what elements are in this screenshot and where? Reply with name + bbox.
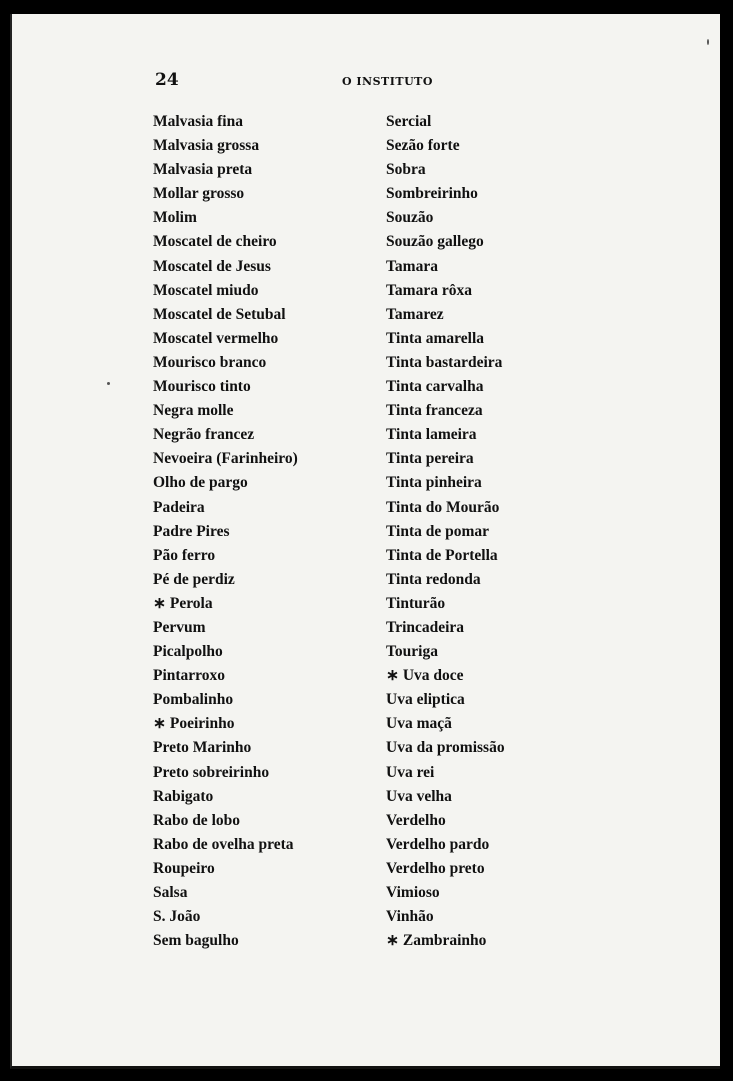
list-item: ∗ Poeirinho bbox=[153, 715, 235, 733]
list-item: Picalpolho bbox=[153, 643, 223, 661]
list-item: Malvasia grossa bbox=[153, 137, 260, 155]
list-item: Pé de perdiz bbox=[153, 570, 235, 588]
list-item: Nevoeira (Farinheiro) bbox=[153, 450, 298, 468]
list-item: Verdelho preto bbox=[386, 859, 485, 877]
list-item: Uva eliptica bbox=[386, 691, 465, 709]
list-item: Padre Pires bbox=[153, 522, 230, 540]
list-item: Salsa bbox=[153, 884, 188, 901]
list-item: Souzão gallego bbox=[386, 233, 484, 251]
list-item: Uva maçã bbox=[386, 715, 452, 733]
list-item: Malvasia preta bbox=[153, 161, 253, 179]
list-item: Mollar grosso bbox=[153, 185, 245, 203]
list-item: Tinta amarella bbox=[386, 329, 485, 347]
list-item: S. João bbox=[153, 908, 201, 926]
list-item: Moscatel de Setubal bbox=[153, 305, 286, 323]
list-item: Olho de pargo bbox=[153, 474, 248, 492]
list-item: Rabo de lobo bbox=[153, 811, 240, 829]
list-item: Vinhão bbox=[386, 908, 434, 926]
list-item: Tinta carvalha bbox=[386, 378, 484, 396]
list-item: Sombreirinho bbox=[386, 185, 478, 203]
list-item: Uva velha bbox=[386, 787, 452, 805]
list-item: ∗ Uva doce bbox=[386, 667, 464, 685]
list-item: Tinta bastardeira bbox=[386, 353, 503, 371]
list-item: Tinta de pomar bbox=[386, 522, 490, 540]
list-item: Tinta do Mourão bbox=[386, 498, 500, 516]
list-item: Tinturão bbox=[386, 594, 446, 612]
grape-variety-list-right bbox=[386, 110, 556, 953]
grape-variety-list-left bbox=[153, 110, 383, 953]
list-item: Sercial bbox=[386, 113, 432, 130]
list-item: Trincadeira bbox=[386, 618, 465, 636]
list-item: Negrão francez bbox=[153, 426, 255, 444]
list-item: Rabigato bbox=[153, 787, 214, 805]
list-item: Negra molle bbox=[153, 402, 234, 420]
ink-speck bbox=[707, 39, 709, 45]
list-item: Roupeiro bbox=[153, 859, 215, 877]
list-item: Tinta pinheira bbox=[386, 474, 482, 492]
running-title: O INSTITUTO bbox=[342, 75, 433, 88]
list-item: Moscatel vermelho bbox=[153, 329, 279, 347]
list-item: Molim bbox=[153, 209, 197, 227]
list-item: Sezão forte bbox=[386, 137, 460, 155]
list-item: Verdelho bbox=[386, 811, 446, 829]
list-item: Pervum bbox=[153, 618, 206, 636]
list-item: Tinta redonda bbox=[386, 570, 481, 588]
list-item: ∗ Perola bbox=[153, 594, 213, 612]
list-item: Verdelho pardo bbox=[386, 835, 490, 853]
list-item: Padeira bbox=[153, 498, 205, 516]
list-item: ∗ Zambrainho bbox=[386, 932, 487, 950]
list-item: Tinta lameira bbox=[386, 426, 477, 444]
list-item: Tamarez bbox=[386, 305, 444, 323]
list-item: Souzão bbox=[386, 209, 434, 227]
list-item: Preto Marinho bbox=[153, 739, 252, 757]
list-item: Moscatel miudo bbox=[153, 281, 259, 299]
list-item: Uva da promissão bbox=[386, 739, 505, 757]
list-item: Pintarroxo bbox=[153, 667, 226, 685]
list-item: Mourisco tinto bbox=[153, 378, 251, 396]
list-item: Moscatel de cheiro bbox=[153, 233, 277, 251]
list-item: Tinta pereira bbox=[386, 450, 474, 468]
list-item: Malvasia fina bbox=[153, 113, 243, 130]
list-item: Tinta de Portella bbox=[386, 546, 498, 564]
list-item: Preto sobreirinho bbox=[153, 763, 270, 781]
page-number: 24 bbox=[155, 70, 179, 90]
ink-speck bbox=[107, 382, 110, 385]
list-item: Mourisco branco bbox=[153, 353, 267, 371]
list-item: Uva rei bbox=[386, 763, 435, 781]
page-header bbox=[155, 70, 485, 92]
list-item: Sobra bbox=[386, 161, 426, 179]
list-item: Tamara bbox=[386, 257, 438, 275]
list-item: Moscatel de Jesus bbox=[153, 257, 271, 275]
list-item: Touriga bbox=[386, 643, 438, 661]
list-item: Tinta franceza bbox=[386, 402, 483, 420]
list-item: Pão ferro bbox=[153, 546, 216, 564]
list-item: Sem bagulho bbox=[153, 932, 239, 950]
list-item: Tamara rôxa bbox=[386, 281, 472, 299]
list-item: Rabo de ovelha preta bbox=[153, 835, 294, 853]
list-item: Pombalinho bbox=[153, 691, 234, 709]
list-item: Vimioso bbox=[386, 884, 440, 901]
